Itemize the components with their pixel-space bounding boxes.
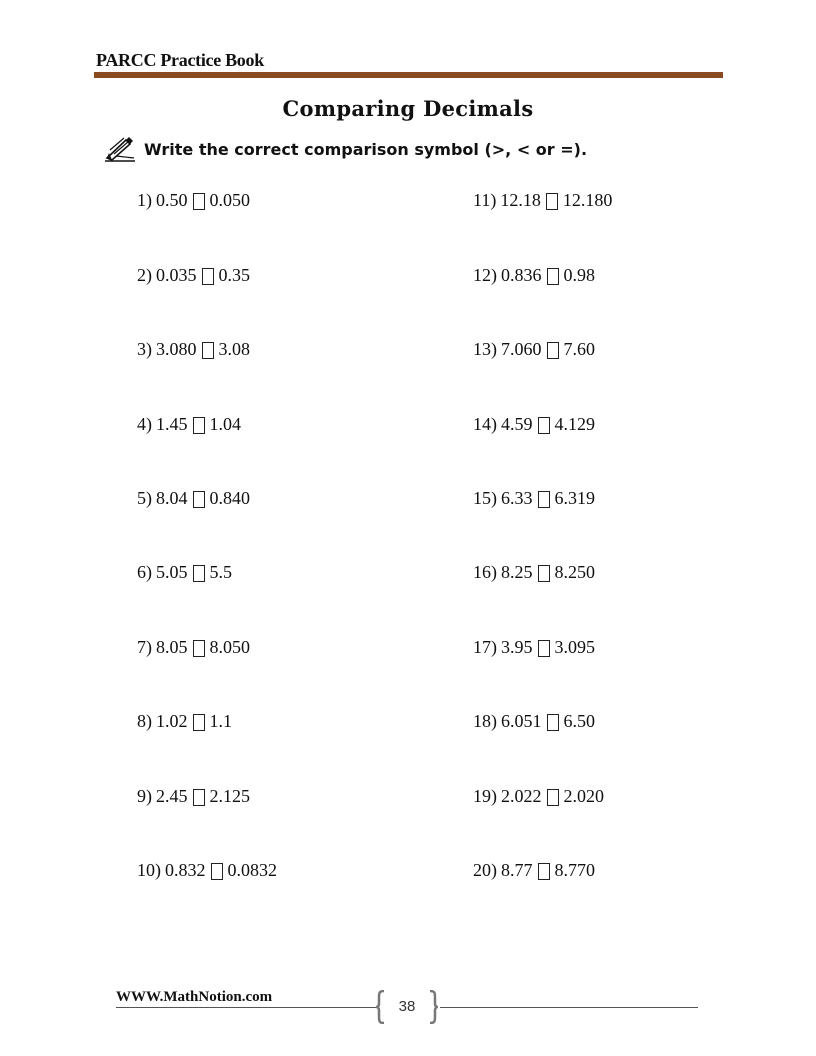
first-number: 6.051 (501, 711, 542, 731)
problem-number: 1) (137, 190, 152, 210)
problem-item (473, 711, 595, 732)
answer-box[interactable] (193, 491, 205, 508)
problem-item (137, 860, 277, 881)
footer-rule-left (116, 1007, 376, 1008)
answer-box[interactable] (538, 417, 550, 434)
problem-item (137, 190, 250, 211)
problem-item (473, 488, 595, 509)
first-number: 7.060 (501, 339, 542, 359)
first-number: 0.035 (156, 265, 197, 285)
answer-box[interactable] (547, 342, 559, 359)
second-number: 1.04 (209, 414, 241, 434)
problem-item (137, 265, 250, 286)
first-number: 0.50 (156, 190, 188, 210)
problem-item (473, 860, 595, 881)
first-number: 8.05 (156, 637, 188, 657)
pencil-icon (104, 136, 136, 162)
second-number: 12.180 (562, 190, 613, 210)
problem-item (137, 711, 232, 732)
first-number: 5.05 (156, 562, 188, 582)
problem-number: 6) (137, 562, 152, 582)
first-number: 12.18 (500, 190, 541, 210)
problem-item (473, 414, 595, 435)
first-number: 3.080 (156, 339, 197, 359)
problem-number: 9) (137, 786, 152, 806)
answer-box[interactable] (202, 268, 214, 285)
problem-number: 7) (137, 637, 152, 657)
problem-item (473, 339, 595, 360)
problem-number: 12) (473, 265, 497, 285)
problem-item (473, 786, 604, 807)
problem-item (473, 637, 595, 658)
answer-box[interactable] (211, 863, 223, 880)
answer-box[interactable] (538, 491, 550, 508)
problem-item (473, 190, 612, 211)
problem-number: 16) (473, 562, 497, 582)
second-number: 0.050 (209, 190, 250, 210)
problem-number: 13) (473, 339, 497, 359)
second-number: 8.050 (209, 637, 250, 657)
problem-number: 4) (137, 414, 152, 434)
second-number: 2.020 (563, 786, 604, 806)
second-number: 3.08 (218, 339, 250, 359)
problem-number: 10) (137, 860, 161, 880)
problem-item (473, 562, 595, 583)
first-number: 1.45 (156, 414, 188, 434)
second-number: 0.0832 (227, 860, 277, 880)
answer-box[interactable] (193, 565, 205, 582)
second-number: 6.50 (563, 711, 595, 731)
answer-box[interactable] (193, 193, 205, 210)
second-number: 8.250 (554, 562, 595, 582)
right-bracket-icon (428, 990, 438, 1024)
answer-box[interactable] (547, 268, 559, 285)
first-number: 2.022 (501, 786, 542, 806)
first-number: 8.25 (501, 562, 533, 582)
problem-item (137, 562, 232, 583)
first-number: 0.836 (501, 265, 542, 285)
problem-item (473, 265, 595, 286)
second-number: 0.840 (209, 488, 250, 508)
problem-number: 14) (473, 414, 497, 434)
problem-number: 17) (473, 637, 497, 657)
answer-box[interactable] (546, 193, 558, 210)
first-number: 6.33 (501, 488, 533, 508)
first-number: 1.02 (156, 711, 188, 731)
page-number (376, 990, 438, 1024)
problem-number: 8) (137, 711, 152, 731)
first-number: 8.04 (156, 488, 188, 508)
problem-item (137, 786, 250, 807)
page-number-text: 38 (398, 998, 416, 1015)
second-number: 0.98 (563, 265, 595, 285)
page-title: Comparing Decimals (282, 96, 534, 121)
header-title: PARCC Practice Book (96, 50, 264, 70)
problem-number: 15) (473, 488, 497, 508)
second-number: 1.1 (209, 711, 232, 731)
first-number: 3.95 (501, 637, 533, 657)
first-number: 0.832 (165, 860, 206, 880)
answer-box[interactable] (547, 789, 559, 806)
second-number: 0.35 (218, 265, 250, 285)
problem-item (137, 414, 241, 435)
problem-item (137, 637, 250, 658)
problem-item (137, 488, 250, 509)
problem-number: 3) (137, 339, 152, 359)
problem-item (137, 339, 250, 360)
answer-box[interactable] (193, 417, 205, 434)
answer-box[interactable] (547, 714, 559, 731)
answer-box[interactable] (193, 714, 205, 731)
second-number: 6.319 (554, 488, 595, 508)
first-number: 2.45 (156, 786, 188, 806)
answer-box[interactable] (538, 565, 550, 582)
answer-box[interactable] (202, 342, 214, 359)
second-number: 2.125 (209, 786, 250, 806)
second-number: 4.129 (554, 414, 595, 434)
second-number: 5.5 (209, 562, 232, 582)
instruction (104, 136, 587, 162)
problem-number: 18) (473, 711, 497, 731)
problem-number: 20) (473, 860, 497, 880)
second-number: 8.770 (554, 860, 595, 880)
first-number: 8.77 (501, 860, 533, 880)
first-number: 4.59 (501, 414, 533, 434)
second-number: 3.095 (554, 637, 595, 657)
answer-box[interactable] (538, 863, 550, 880)
problem-number: 11) (473, 190, 497, 210)
problem-number: 5) (137, 488, 152, 508)
problem-number: 2) (137, 265, 152, 285)
instruction-text: Write the correct comparison symbol (>, < or =). (144, 139, 588, 159)
header-rule (94, 72, 723, 78)
problem-number: 19) (473, 786, 497, 806)
footer-url: WWW.MathNotion.com (116, 989, 273, 1005)
answer-box[interactable] (538, 640, 550, 657)
answer-box[interactable] (193, 789, 205, 806)
footer-rule-right (440, 1007, 698, 1008)
answer-box[interactable] (193, 640, 205, 657)
second-number: 7.60 (563, 339, 595, 359)
